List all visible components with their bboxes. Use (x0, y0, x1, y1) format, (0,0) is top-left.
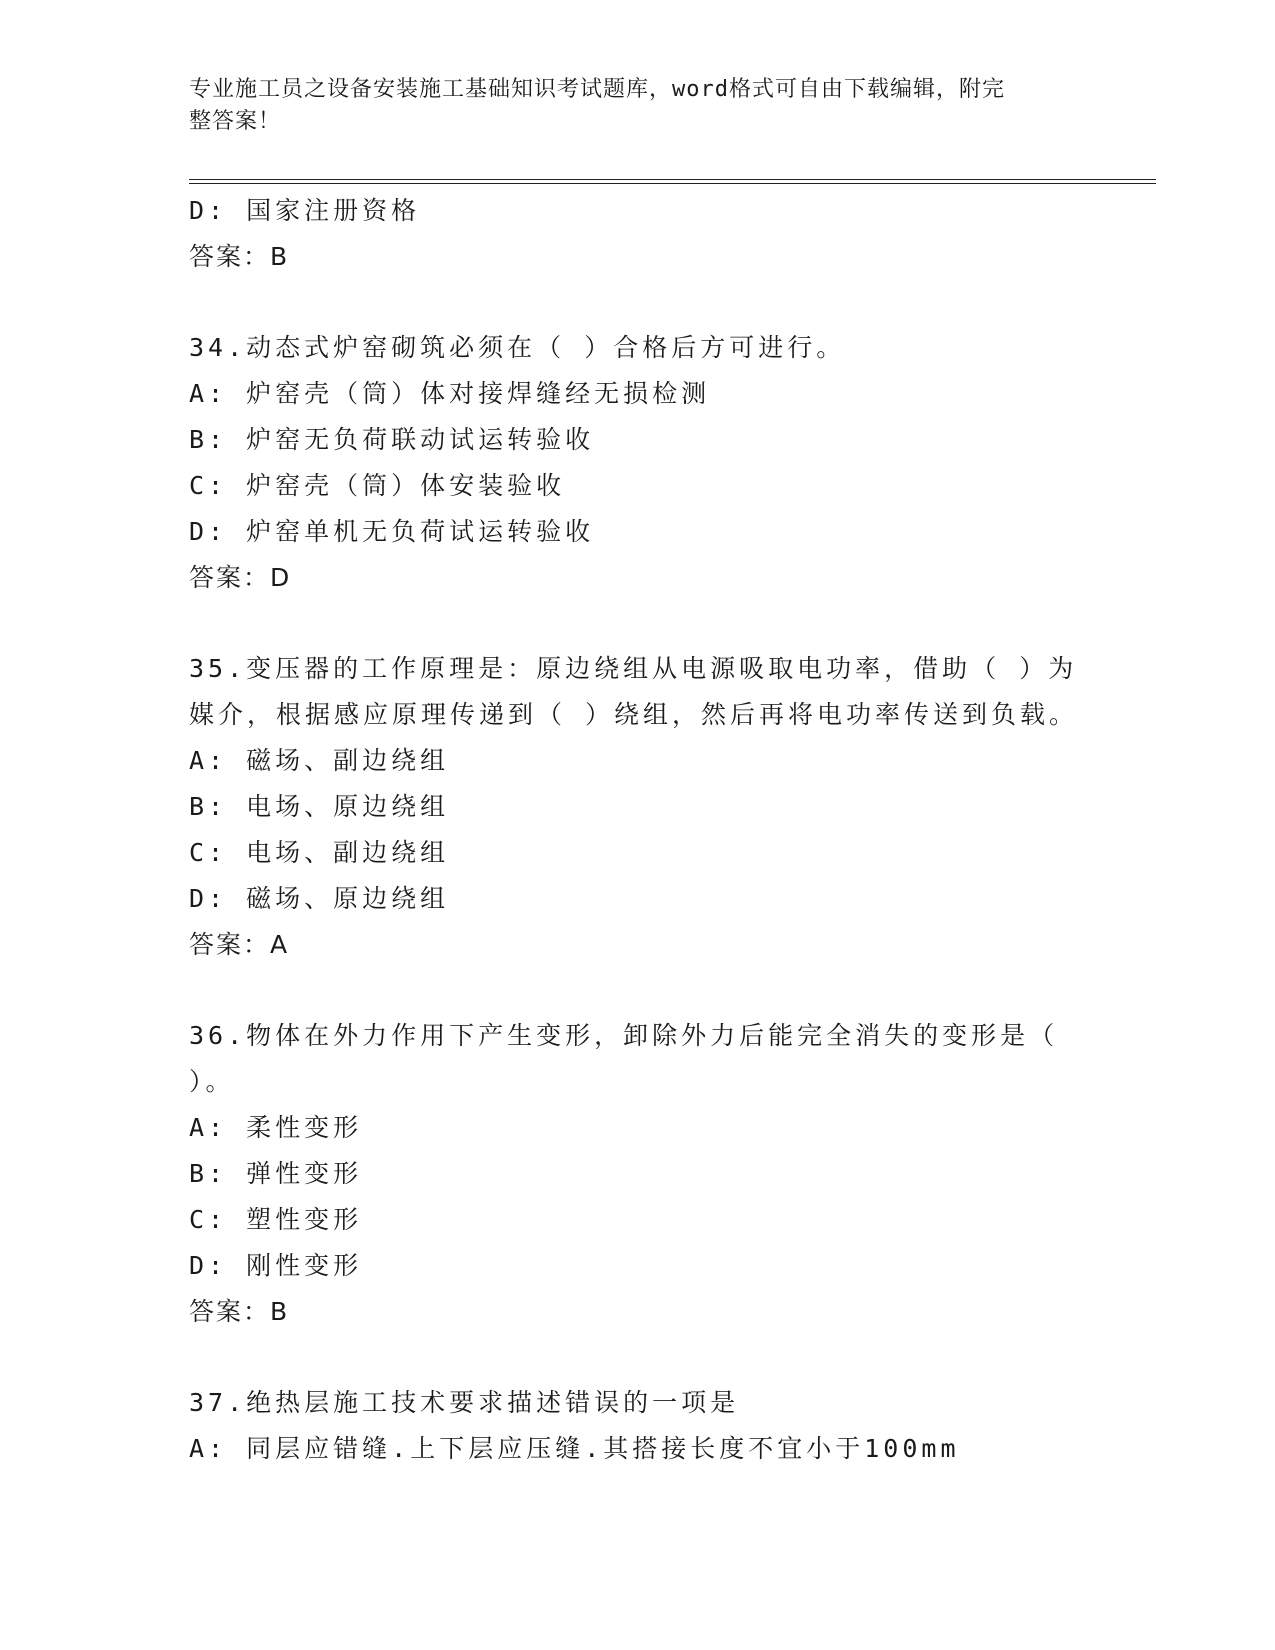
header-line-2: 整答案！ (189, 109, 282, 134)
question-36 (189, 1013, 1069, 1335)
option-a: A: 同层应错缝.上下层应压缝.其搭接长度不宜小于100mm (189, 1434, 960, 1463)
question-stem-line-2: 媒介，根据感应原理传递到（ ）绕组，然后再将电功率传送到负载。 (189, 700, 1079, 729)
answer-line: 答案：B (189, 1297, 290, 1326)
question-34 (189, 325, 1069, 601)
question-content (189, 188, 1079, 1472)
question-stem: 34.动态式炉窑砌筑必须在（ ）合格后方可进行。 (189, 333, 846, 362)
question-gap (189, 280, 1069, 325)
option-b: B: 炉窑无负荷联动试运转验收 (189, 425, 595, 454)
answer-line: 答案：D (189, 563, 292, 592)
answer-line: 答案：A (189, 930, 290, 959)
option-d: D: 炉窑单机无负荷试运转验收 (189, 517, 595, 546)
option-d: D: 刚性变形 (189, 1251, 363, 1280)
option-a: A: 柔性变形 (189, 1113, 363, 1142)
document-header (189, 74, 1089, 138)
header-line-1: 专业施工员之设备安装施工基础知识考试题库，word格式可自由下载编辑，附完 (189, 77, 1005, 102)
option-d: D: 国家注册资格 (189, 196, 421, 225)
answer-line: 答案：B (189, 242, 290, 271)
question-35 (189, 646, 1079, 968)
option-c: C: 电场、副边绕组 (189, 838, 450, 867)
question-stem-line-2: ）。 (189, 1067, 235, 1096)
question-stem-line-1: 35.变压器的工作原理是：原边绕组从电源吸取电功率，借助（ ）为 (189, 654, 1078, 683)
header-divider (189, 179, 1156, 184)
question-stem: 37.绝热层施工技术要求描述错误的一项是 (189, 1388, 740, 1417)
option-b: B: 电场、原边绕组 (189, 792, 450, 821)
option-a: A: 磁场、副边绕组 (189, 746, 450, 775)
option-c: C: 炉窑壳（筒）体安装验收 (189, 471, 566, 500)
question-37 (189, 1380, 1069, 1472)
option-a: A: 炉窑壳（筒）体对接焊缝经无损检测 (189, 379, 711, 408)
option-d: D: 磁场、原边绕组 (189, 884, 450, 913)
question-stem-line-1: 36.物体在外力作用下产生变形，卸除外力后能完全消失的变形是（ (189, 1021, 1059, 1050)
option-b: B: 弹性变形 (189, 1159, 363, 1188)
question-gap (189, 968, 1069, 1013)
question-gap (189, 601, 1069, 646)
question-gap (189, 1335, 1069, 1380)
option-c: C: 塑性变形 (189, 1205, 363, 1234)
